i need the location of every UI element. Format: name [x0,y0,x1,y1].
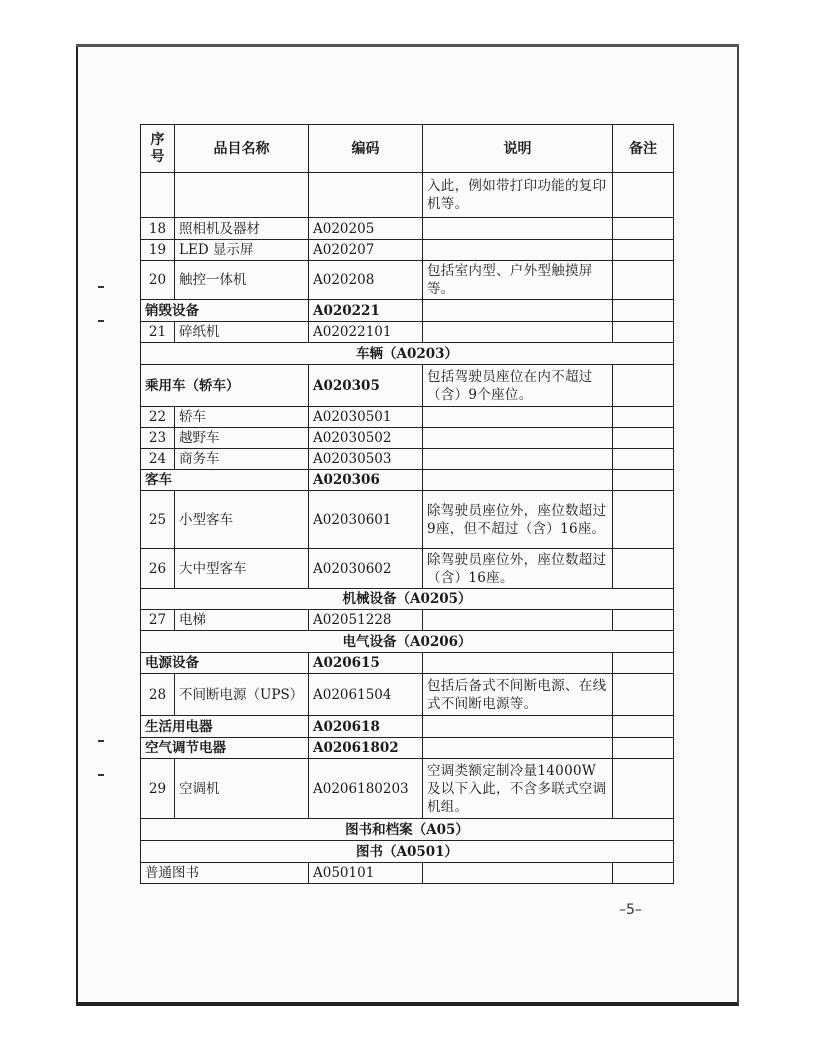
category-name: 客车 [141,470,309,491]
item-code: A0206180203 [309,759,423,819]
category-desc [423,653,613,674]
item-name: 照相机及器材 [175,218,309,240]
item-name: 电梯 [175,610,309,631]
item-desc: 包括后备式不间断电源、在线式不间断电源等。 [423,674,613,716]
item-desc [423,322,613,343]
procurement-catalog-table [140,124,674,884]
item-code: A02030501 [309,407,423,428]
category-name: 生活用电器 [141,716,309,738]
item-remark [613,449,674,470]
category-code: A020305 [309,365,423,407]
item-desc [423,449,613,470]
category-desc: 包括驾驶员座位在内不超过（含）9个座位。 [423,365,613,407]
item-remark [613,261,674,300]
item-remark [613,407,674,428]
category-desc [423,738,613,759]
item-remark [613,240,674,261]
item-row [141,491,674,549]
item-code: A02051228 [309,610,423,631]
category-code: A020618 [309,716,423,738]
category-code: A020221 [309,300,423,322]
table-header-row [141,125,674,173]
item-desc [423,610,613,631]
item-remark [613,428,674,449]
item-code: A02061504 [309,674,423,716]
item-no: 23 [141,428,175,449]
item-name: 越野车 [175,428,309,449]
item-no: 18 [141,218,175,240]
item-desc [423,218,613,240]
item-desc: 空调类额定制冷量14000W及以下入此，不含多联式空调机组。 [423,759,613,819]
item-code: A02030602 [309,549,423,589]
item-row [141,261,674,300]
item-no: 28 [141,674,175,716]
item-row [141,674,674,716]
header-name: 品目名称 [175,125,309,173]
item-desc [423,428,613,449]
category-desc [423,470,613,491]
category-desc [423,863,613,884]
item-no: 26 [141,549,175,589]
item-no: 21 [141,322,175,343]
item-row [141,240,674,261]
item-desc: 入此，例如带打印功能的复印机等。 [423,173,613,218]
item-no: 25 [141,491,175,549]
item-remark [613,491,674,549]
item-no: 24 [141,449,175,470]
page-number: –5– [619,902,642,918]
item-no [141,173,175,218]
item-name: LED 显示屏 [175,240,309,261]
item-name: 小型客车 [175,491,309,549]
category-remark [613,716,674,738]
item-code: A020207 [309,240,423,261]
category-row [141,365,674,407]
page-top-edge [76,44,739,47]
category-name: 空气调节电器 [141,738,309,759]
item-row [141,218,674,240]
category-remark [613,365,674,407]
category-row [141,470,674,491]
item-remark [613,218,674,240]
item-remark [613,322,674,343]
item-row [141,322,674,343]
item-code: A02030601 [309,491,423,549]
item-name: 大中型客车 [175,549,309,589]
header-desc: 说明 [423,125,613,173]
section-title: 机械设备（A0205） [141,589,674,610]
category-remark [613,863,674,884]
item-remark [613,759,674,819]
header-remark: 备注 [613,125,674,173]
category-name: 电源设备 [141,653,309,674]
section-row [141,841,674,863]
category-row [141,716,674,738]
category-row [141,863,674,884]
item-row [141,549,674,589]
table-body [141,173,674,884]
item-no: 22 [141,407,175,428]
category-name: 乘用车（轿车） [141,365,309,407]
section-title: 图书和档案（A05） [141,819,674,841]
item-code: A02030502 [309,428,423,449]
header-code: 编码 [309,125,423,173]
item-code: A02030503 [309,449,423,470]
item-name: 空调机 [175,759,309,819]
section-row [141,819,674,841]
item-name: 碎纸机 [175,322,309,343]
binding-mark [98,320,104,322]
category-remark [613,300,674,322]
item-code: A020205 [309,218,423,240]
category-desc [423,716,613,738]
item-name [175,173,309,218]
item-remark [613,610,674,631]
item-name: 不间断电源（UPS） [175,674,309,716]
item-row [141,610,674,631]
category-remark [613,470,674,491]
item-no: 27 [141,610,175,631]
item-row [141,759,674,819]
item-code: A020208 [309,261,423,300]
section-title: 图书（A0501） [141,841,674,863]
category-row [141,738,674,759]
item-row [141,449,674,470]
category-code: A020306 [309,470,423,491]
item-no: 29 [141,759,175,819]
item-name: 商务车 [175,449,309,470]
item-row [141,428,674,449]
binding-mark [98,286,104,288]
category-code: A020615 [309,653,423,674]
item-remark [613,674,674,716]
category-row [141,653,674,674]
item-row [141,407,674,428]
binding-mark [98,774,104,776]
category-code: A050101 [309,863,423,884]
item-row [141,173,674,218]
item-name: 轿车 [175,407,309,428]
category-remark [613,738,674,759]
item-desc: 包括室内型、户外型触摸屏等。 [423,261,613,300]
item-remark [613,173,674,218]
section-title: 电气设备（A0206） [141,631,674,653]
category-desc [423,300,613,322]
category-remark [613,653,674,674]
item-remark [613,549,674,589]
header-no: 序号 [141,125,175,173]
binding-mark [98,740,104,742]
item-desc: 除驾驶员座位外，座位数超过9座，但不超过（含）16座。 [423,491,613,549]
section-row [141,631,674,653]
category-name: 普通图书 [141,863,309,884]
section-title: 车辆（A0203） [141,343,674,365]
item-desc [423,407,613,428]
item-no: 19 [141,240,175,261]
section-row [141,343,674,365]
item-desc: 除驾驶员座位外，座位数超过（含）16座。 [423,549,613,589]
category-code: A02061802 [309,738,423,759]
category-name: 销毁设备 [141,300,309,322]
section-row [141,589,674,610]
item-no: 20 [141,261,175,300]
item-code: A02022101 [309,322,423,343]
item-name: 触控一体机 [175,261,309,300]
category-row [141,300,674,322]
item-desc [423,240,613,261]
item-code [309,173,423,218]
